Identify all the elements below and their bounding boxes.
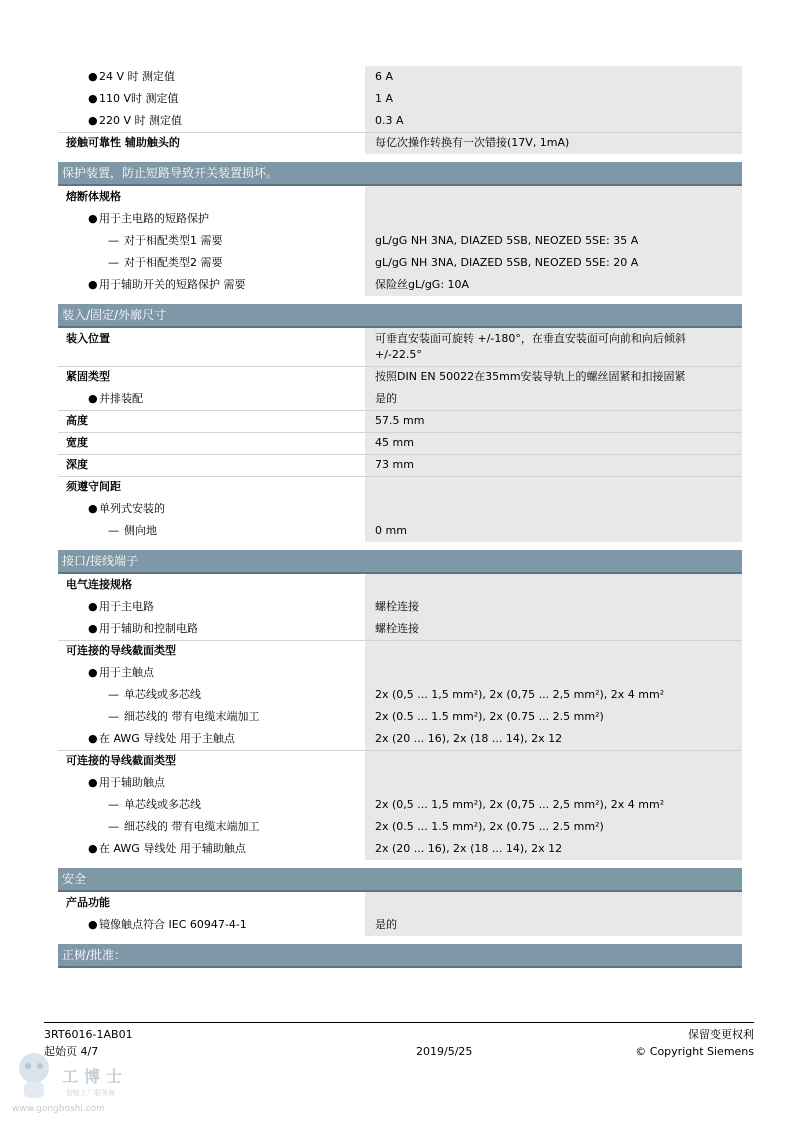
spec-label xyxy=(58,520,363,542)
bullet-icon: ● xyxy=(88,842,98,855)
spec-row xyxy=(58,186,742,208)
spec-row xyxy=(58,498,742,520)
spec-label xyxy=(58,186,363,208)
footer-divider xyxy=(44,1022,754,1023)
spec-label-text: 110 V时 测定值 xyxy=(99,92,179,105)
spec-label xyxy=(58,432,363,454)
watermark-logo xyxy=(10,1048,170,1118)
bullet-icon: ● xyxy=(88,502,98,515)
spec-row xyxy=(58,640,742,662)
spec-label xyxy=(58,794,363,816)
spec-label xyxy=(58,662,363,684)
spec-value: 2x (0.5 ... 1.5 mm²), 2x (0.75 ... 2.5 mm²) xyxy=(365,706,742,728)
spec-label-text: 产品功能 xyxy=(66,896,110,909)
spec-value: 可垂直安装面可旋转 +/-180°，在垂直安装面可向前和向后倾斜 +/-22.5° xyxy=(365,328,742,366)
spec-label xyxy=(58,750,363,772)
spec-label-text: 用于辅助触点 xyxy=(99,776,165,789)
spec-row xyxy=(58,274,742,296)
spec-label-text: 宽度 xyxy=(66,436,88,449)
spec-label xyxy=(58,132,363,154)
spec-label-text: 用于辅助开关的短路保护 需要 xyxy=(99,278,246,291)
spec-value xyxy=(365,750,742,772)
spec-row xyxy=(58,662,742,684)
dash-icon: — xyxy=(108,256,119,269)
bullet-icon: ● xyxy=(88,392,98,405)
section-header-safety: 安全 xyxy=(58,868,742,892)
bullet-icon: ● xyxy=(88,70,98,83)
spec-label xyxy=(58,454,363,476)
spec-row xyxy=(58,66,742,88)
bullet-icon: ● xyxy=(88,212,98,225)
spec-value xyxy=(365,662,742,684)
spec-row xyxy=(58,816,742,838)
bullet-icon: ● xyxy=(88,278,98,291)
spec-label-text: 用于辅助和控制电路 xyxy=(99,622,198,635)
dash-icon: — xyxy=(108,820,119,833)
spec-row xyxy=(58,728,742,750)
spec-label xyxy=(58,208,363,230)
spec-label-text: 深度 xyxy=(66,458,88,471)
spec-label-text: 侧向地 xyxy=(124,524,157,537)
spec-value xyxy=(365,574,742,596)
spec-row xyxy=(58,618,742,640)
spec-row xyxy=(58,110,742,132)
spec-value: 2x (0,5 ... 1,5 mm²), 2x (0,75 ... 2,5 mm²), 2x 4 mm² xyxy=(365,684,742,706)
footer-rights: 保留变更权利 xyxy=(688,1028,754,1041)
spec-label xyxy=(58,476,363,498)
spec-label xyxy=(58,574,363,596)
spec-value: 2x (0.5 ... 1.5 mm²), 2x (0.75 ... 2.5 mm²) xyxy=(365,816,742,838)
spec-label xyxy=(58,252,363,274)
spec-value: 0 mm xyxy=(365,520,742,542)
spec-value xyxy=(365,772,742,794)
spec-value xyxy=(365,640,742,662)
spec-value xyxy=(365,208,742,230)
datasheet-content xyxy=(58,66,742,968)
spec-value: 1 A xyxy=(365,88,742,110)
section-header-connections: 接口/接线端子 xyxy=(58,550,742,574)
spec-label xyxy=(58,410,363,432)
watermark-brand: 工博士 xyxy=(62,1067,129,1086)
section-header-approvals: 正树/批准： xyxy=(58,944,742,968)
spec-value: 每亿次操作转换有一次错接(17V, 1mA) xyxy=(365,132,742,154)
spec-label-text: 220 V 时 测定值 xyxy=(99,114,183,127)
spec-row xyxy=(58,328,742,366)
bullet-icon: ● xyxy=(88,600,98,613)
spec-label xyxy=(58,728,363,750)
section-header-mounting: 装入/固定/外廓尺寸 xyxy=(58,304,742,328)
spec-label-text: 可连接的导线截面类型 xyxy=(66,754,176,767)
spec-row xyxy=(58,596,742,618)
spec-value: 2x (20 ... 16), 2x (18 ... 14), 2x 12 xyxy=(365,728,742,750)
spec-label xyxy=(58,388,363,410)
spec-row xyxy=(58,914,742,936)
spec-label xyxy=(58,110,363,132)
spec-label-text: 须遵守间距 xyxy=(66,480,121,493)
spec-label xyxy=(58,230,363,252)
spec-row xyxy=(58,432,742,454)
spec-row xyxy=(58,706,742,728)
spec-label-text: 并排装配 xyxy=(99,392,143,405)
spec-value: 57.5 mm xyxy=(365,410,742,432)
spec-row xyxy=(58,574,742,596)
bullet-icon: ● xyxy=(88,622,98,635)
footer-copyright: © Copyright Siemens xyxy=(635,1045,754,1058)
spec-value: 螺栓连接 xyxy=(365,596,742,618)
spec-value: 是的 xyxy=(365,914,742,936)
spec-label-text: 对于相配类型1 需要 xyxy=(124,234,223,247)
rows-e xyxy=(58,892,742,936)
rows-d xyxy=(58,574,742,860)
spec-row xyxy=(58,684,742,706)
watermark-url: www.gongboshi.com xyxy=(12,1104,105,1114)
bullet-icon: ● xyxy=(88,732,98,745)
spec-value: 2x (20 ... 16), 2x (18 ... 14), 2x 12 xyxy=(365,838,742,860)
dash-icon: — xyxy=(108,524,119,537)
spec-row xyxy=(58,366,742,388)
spec-value: 73 mm xyxy=(365,454,742,476)
spec-label xyxy=(58,328,363,366)
footer-product-code: 3RT6016-1AB01 xyxy=(44,1028,133,1041)
spec-label xyxy=(58,914,363,936)
spec-label-text: 单芯线或多芯线 xyxy=(124,688,201,701)
spec-value xyxy=(365,186,742,208)
spec-label-text: 镜像触点符合 IEC 60947-4-1 xyxy=(99,918,247,931)
spec-label xyxy=(58,640,363,662)
spec-row xyxy=(58,252,742,274)
spec-label-text: 用于主触点 xyxy=(99,666,154,679)
spec-label xyxy=(58,816,363,838)
spec-label-text: 电气连接规格 xyxy=(66,578,132,591)
spec-value xyxy=(365,498,742,520)
spec-value: 保险丝gL/gG: 10A xyxy=(365,274,742,296)
spec-label-text: 对于相配类型2 需要 xyxy=(124,256,223,269)
spec-row xyxy=(58,388,742,410)
robot-mascot-icon xyxy=(10,1048,58,1104)
dash-icon: — xyxy=(108,798,119,811)
spec-label-text: 用于主电路 xyxy=(99,600,154,613)
spec-row xyxy=(58,410,742,432)
spec-label-text: 在 AWG 导线处 用于主触点 xyxy=(99,732,235,745)
spec-label-text: 用于主电路的短路保护 xyxy=(99,212,209,225)
spec-row xyxy=(58,88,742,110)
spec-label-text: 24 V 时 测定值 xyxy=(99,70,176,83)
spec-value: 2x (0,5 ... 1,5 mm²), 2x (0,75 ... 2,5 mm²), 2x 4 mm² xyxy=(365,794,742,816)
spec-value: 0.3 A xyxy=(365,110,742,132)
bullet-icon: ● xyxy=(88,92,98,105)
dash-icon: — xyxy=(108,710,119,723)
bullet-icon: ● xyxy=(88,776,98,789)
spec-row xyxy=(58,750,742,772)
spec-value xyxy=(365,892,742,914)
spec-row xyxy=(58,794,742,816)
spec-value: 螺栓连接 xyxy=(365,618,742,640)
rows-b xyxy=(58,186,742,296)
spec-row xyxy=(58,838,742,860)
spec-label xyxy=(58,684,363,706)
spec-label xyxy=(58,772,363,794)
footer-date: 2019/5/25 xyxy=(416,1045,473,1058)
spec-label xyxy=(58,618,363,640)
spec-label-text: 单芯线或多芯线 xyxy=(124,798,201,811)
spec-label xyxy=(58,66,363,88)
spec-value: gL/gG NH 3NA, DIAZED 5SB, NEOZED 5SE: 35 A xyxy=(365,230,742,252)
spec-label xyxy=(58,596,363,618)
spec-value: 6 A xyxy=(365,66,742,88)
rows-c xyxy=(58,328,742,542)
footer-page-number: 起始页 4/7 xyxy=(44,1045,99,1058)
rows-a xyxy=(58,66,742,154)
spec-label xyxy=(58,88,363,110)
spec-label xyxy=(58,274,363,296)
spec-label-text: 高度 xyxy=(66,414,88,427)
dash-icon: — xyxy=(108,234,119,247)
spec-value: gL/gG NH 3NA, DIAZED 5SB, NEOZED 5SE: 20 A xyxy=(365,252,742,274)
spec-label-text: 单列式安装的 xyxy=(99,502,165,515)
section-header-protection: 保护装置，防止短路导致开关装置损坏。 xyxy=(58,162,742,186)
spec-label xyxy=(58,366,363,388)
dash-icon: — xyxy=(108,688,119,701)
spec-value: 按照DIN EN 50022在35mm安装导轨上的螺丝固紧和扣接固紧 xyxy=(365,366,742,388)
spec-row xyxy=(58,132,742,154)
spec-row xyxy=(58,230,742,252)
spec-label xyxy=(58,706,363,728)
spec-row xyxy=(58,476,742,498)
spec-label-text: 熔断体规格 xyxy=(66,190,121,203)
spec-row xyxy=(58,208,742,230)
spec-row xyxy=(58,454,742,476)
bullet-icon: ● xyxy=(88,666,98,679)
spec-label-text: 接触可靠性 辅助触头的 xyxy=(66,136,180,149)
spec-value: 45 mm xyxy=(365,432,742,454)
spec-label-text: 装入位置 xyxy=(66,332,110,345)
spec-row xyxy=(58,772,742,794)
spec-label-text: 细芯线的 带有电缆末端加工 xyxy=(124,820,260,833)
spec-value xyxy=(365,476,742,498)
spec-row xyxy=(58,892,742,914)
watermark-tagline: 智能工厂服务商 xyxy=(66,1089,115,1097)
spec-row xyxy=(58,520,742,542)
spec-label-text: 在 AWG 导线处 用于辅助触点 xyxy=(99,842,246,855)
bullet-icon: ● xyxy=(88,114,98,127)
spec-value: 是的 xyxy=(365,388,742,410)
spec-label xyxy=(58,498,363,520)
spec-label-text: 细芯线的 带有电缆末端加工 xyxy=(124,710,260,723)
spec-label xyxy=(58,838,363,860)
spec-label-text: 紧固类型 xyxy=(66,370,110,383)
bullet-icon: ● xyxy=(88,918,98,931)
spec-label-text: 可连接的导线截面类型 xyxy=(66,644,176,657)
spec-label xyxy=(58,892,363,914)
